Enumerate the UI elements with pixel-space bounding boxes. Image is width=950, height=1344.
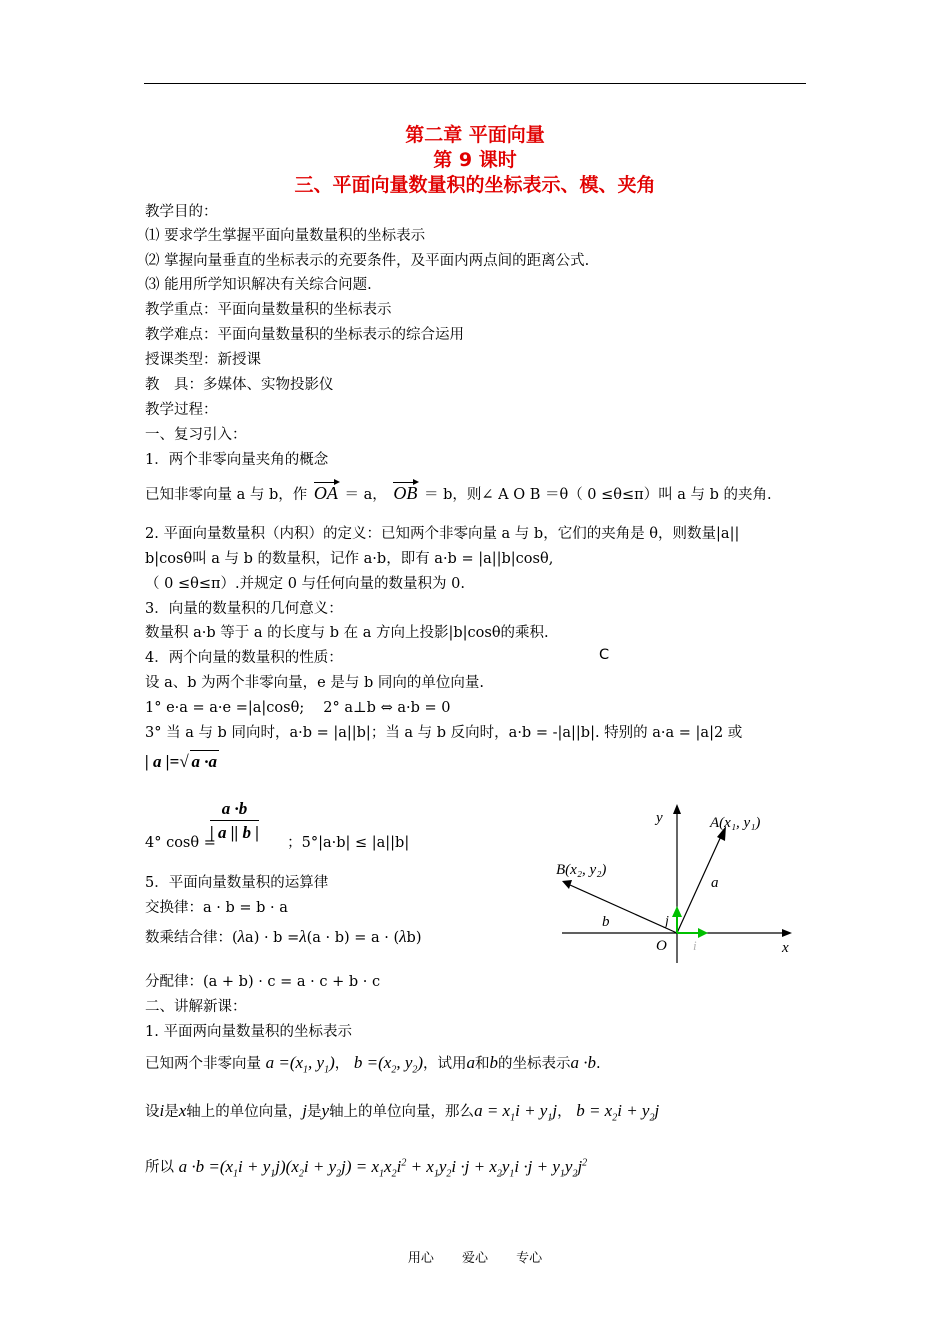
lambda-symbol: λ xyxy=(237,927,246,946)
text-span: ＝ b，则∠ A O B ＝θ（ 0 ≤θ≤π）叫 a 与 b 的夹角. xyxy=(423,487,772,503)
vector-b-line xyxy=(570,885,677,933)
text-span: 设 xyxy=(145,1104,160,1120)
text-line: 5．平面向量数量积的运算律 xyxy=(145,875,329,891)
vector-ob: OB xyxy=(393,483,418,503)
text-line: 一、复习引入： xyxy=(145,427,247,443)
unit-i-arrow-icon xyxy=(698,928,708,938)
unit-i-label: i xyxy=(693,938,697,953)
text-line: 4．两个向量的数量积的性质： xyxy=(145,650,343,666)
lambda-symbol: λ xyxy=(299,927,307,946)
text-span: 轴上的单位向量，那么 xyxy=(329,1104,475,1120)
text-line: 数量积 a·b 等于 a 的长度与 b 在 a 方向上投影|b|cosθ的乘积. xyxy=(145,625,549,641)
formula-lhs: | a |= xyxy=(145,752,180,771)
text-span: 已知非零向量 a 与 b，作 xyxy=(145,487,308,503)
text-span: ，试用 xyxy=(423,1056,467,1072)
text-span: 的坐标表示 xyxy=(498,1056,571,1072)
text-line: 设 a、b 为两个非零向量，e 是与 b 同向的单位向量. xyxy=(145,675,484,691)
vector-coordinate-figure xyxy=(550,800,795,965)
text-span: 是 xyxy=(307,1104,322,1120)
text-line: 1．两个非零向量夹角的概念 xyxy=(145,452,329,468)
fraction-numerator: a ·b xyxy=(210,798,259,821)
text-span: . xyxy=(596,1056,601,1072)
text-line: 交换律：a · b = b · a xyxy=(145,900,288,916)
footer-item: 爱心 xyxy=(461,1251,488,1266)
text-span: ， xyxy=(557,1104,572,1120)
text-line-known-vectors: 已知两个非零向量 $a =(x_1$, $y_1$)， $b =(x_2$, $y_2$)，试用a和b的坐标表示a ·b. xyxy=(145,1053,601,1076)
text-line: 3° 当 a 与 b 同向时，a·b = |a||b|；当 a 与 b 反向时，a·b = -|a||b|. 特别的 a·a = |a|2 或 xyxy=(145,725,743,741)
lesson-title: 第 9 课时 xyxy=(433,149,517,171)
stray-label-c: C xyxy=(599,647,610,663)
text-line: b|cosθ叫 a 与 b 的数量积，记作 a·b，即有 a·b = |a||b|cosθ, xyxy=(145,551,554,567)
origin-label: O xyxy=(656,938,667,954)
fraction-denominator: | a || b | xyxy=(210,823,259,842)
y-axis-arrow-icon xyxy=(673,804,681,814)
footer-item: 专心 xyxy=(516,1251,543,1266)
y-axis-label: y xyxy=(656,810,663,826)
text-line: 教学目的： xyxy=(145,204,218,220)
formula-radicand: a ·a xyxy=(191,752,218,771)
point-a-label: A(x₁, y₁) xyxy=(710,815,761,831)
text-span: 是 xyxy=(164,1104,179,1120)
x-axis-arrow-icon xyxy=(782,929,792,937)
vector-b-label: b xyxy=(602,914,610,930)
topic-title: 三、平面向量数量积的坐标表示、模、夹角 xyxy=(294,174,656,196)
text-line: 分配律：(a + b) · c = a · c + b · c xyxy=(145,974,381,990)
text-span: 轴上的单位向量， xyxy=(186,1104,303,1120)
text-line: 3．向量的数量积的几何意义： xyxy=(145,601,343,617)
unit-j-arrow-icon xyxy=(672,906,682,917)
header-rule xyxy=(144,83,806,84)
text-line: 教学难点：平面向量数量积的坐标表示的综合运用 xyxy=(145,327,464,343)
x-axis-label: x xyxy=(782,940,789,956)
lambda-symbol: λ xyxy=(399,927,407,946)
text-span: b) xyxy=(406,930,422,946)
text-line: 授课类型：新授课 xyxy=(145,352,261,368)
text-line-cos xyxy=(145,832,409,854)
text-line: 1. 平面两向量数量积的坐标表示 xyxy=(145,1024,352,1040)
text-span: 4° cosθ = xyxy=(145,835,216,851)
text-line: 教 具：多媒体、实物投影仪 xyxy=(145,377,334,393)
text-line-expansion: 所以 $a \cdot b =(x_1i + y_1j)(x_2i + y_2j) = x_1x_2i^2 + x_1y_2i \cdot j + x_2y_1i \cdot j + y_1y_2j^2$ xyxy=(145,1156,588,1180)
text-line: 2. 平面向量数量积（内积）的定义：已知两个非零向量 a 与 b，它们的夹角是 θ，则数量|a|| xyxy=(145,526,740,542)
text-line: ⑴ 要求学生掌握平面向量数量积的坐标表示 xyxy=(145,228,426,244)
text-span: 所以 xyxy=(145,1159,174,1176)
vector-a-label: a xyxy=(711,875,719,891)
text-line: 教学重点：平面向量数量积的坐标表示 xyxy=(145,302,392,318)
text-span: (a · b) = a · ( xyxy=(306,930,400,946)
text-span: 已知两个非零向量 xyxy=(145,1056,261,1072)
point-b-label: B(x₂, y₂) xyxy=(556,862,607,878)
vector-b-arrowhead-icon xyxy=(562,880,572,889)
text-span: a) · b = xyxy=(245,930,300,946)
text-line: ⑵ 掌握向量垂直的坐标表示的充要条件，及平面内两点间的距离公式. xyxy=(145,253,590,269)
text-line: ⑶ 能用所学知识解决有关综合问题. xyxy=(145,277,372,293)
chapter-title: 第二章 平面向量 xyxy=(405,124,545,146)
modulus-formula: | a |=√ a ·a xyxy=(145,752,218,771)
unit-j-label: j xyxy=(665,914,669,929)
text-line: 二、讲解新课： xyxy=(145,999,247,1015)
text-line: 1° e·a = a·e =|a|cosθ; 2° a⊥b ⇔ a·b = 0 xyxy=(145,700,451,716)
text-span: 和 xyxy=(475,1056,490,1072)
text-span: ， xyxy=(334,1056,350,1072)
text-span: ；5°|a·b| ≤ |a||b| xyxy=(287,835,410,851)
text-line-scalar-assoc xyxy=(145,926,422,949)
text-line-angle-def xyxy=(145,482,772,506)
text-span: 数乘结合律：( xyxy=(145,930,238,946)
vector-oa: OA xyxy=(313,483,338,503)
text-line: 教学过程： xyxy=(145,402,218,418)
text-line: （ 0 ≤θ≤π）.并规定 0 与任何向量的数量积为 0. xyxy=(145,576,465,592)
footer-item: 用心 xyxy=(407,1251,434,1266)
text-span: ＝ a， xyxy=(344,487,387,503)
page-footer xyxy=(0,1247,950,1266)
text-line-unit-vectors: 设i是x轴上的单位向量，j是y轴上的单位向量，那么$a = x_1i + y_1j$， $b = x_2i + y_2j$ xyxy=(145,1101,660,1124)
